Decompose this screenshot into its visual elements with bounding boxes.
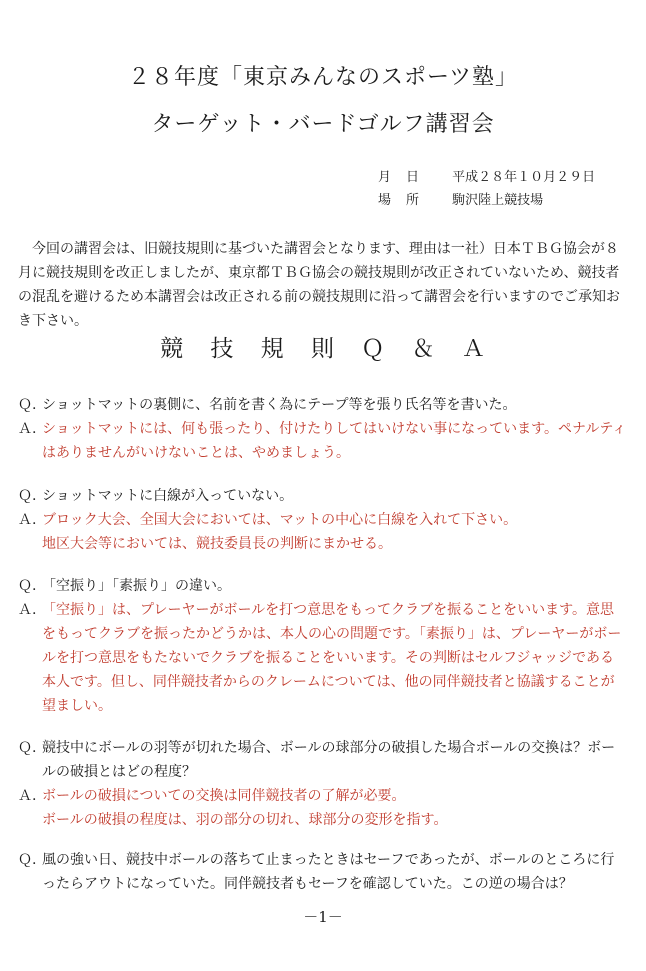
place-label: 場 所	[378, 193, 421, 208]
question-row	[18, 848, 628, 896]
question-row	[18, 736, 628, 784]
qa-item-2	[18, 484, 628, 556]
a-marker: Ａ.	[18, 602, 37, 618]
answer-row	[18, 784, 628, 808]
question-text: 風の強い日、競技中ボールの落ちて止まったときはセーフであったが、ボールのところに行ったらアウトになっていた。同伴競技者もセーフを確認していた。この逆の場合は？	[42, 852, 615, 892]
a-marker: Ａ.	[18, 421, 37, 437]
question-row	[18, 574, 628, 598]
date-label: 月 日	[378, 170, 421, 185]
a-marker: Ａ.	[18, 512, 37, 528]
place-row	[378, 191, 543, 211]
qa-item-5	[18, 848, 628, 896]
answer-text-2: 地区大会等においては、競技委員長の判断にまかせる。	[42, 536, 392, 552]
q-marker: Ｑ.	[18, 852, 37, 868]
answer-row	[18, 508, 628, 532]
question-text: ショットマットの裏側に、名前を書く為にテープ等を張り氏名等を書いた。	[42, 397, 517, 413]
question-row	[18, 484, 628, 508]
page-number: －1－	[303, 908, 343, 926]
date-value: 平成２８年１０月２９日	[452, 170, 596, 185]
q-marker: Ｑ.	[18, 397, 37, 413]
place-value: 駒沢陸上競技場	[452, 193, 544, 208]
question-text: 競技中にボールの羽等が切れた場合、ボールの球部分の破損した場合ボールの交換は？ボールの破損とはどの程度？	[42, 740, 616, 780]
answer-text-2: ボールの破損の程度は、羽の部分の切れ、球部分の変形を指す。	[42, 812, 448, 828]
q-marker: Ｑ.	[18, 740, 37, 756]
answer-row	[18, 598, 628, 718]
question-row	[18, 393, 628, 417]
answer-text: ショットマットには、何も張ったり、付けたりしてはいけない事になっています。ペナルティはありませんがいけないことは、やめましょう。	[42, 421, 627, 461]
intro-paragraph	[18, 237, 628, 333]
q-marker: Ｑ.	[18, 488, 37, 504]
q-marker: Ｑ.	[18, 578, 37, 594]
answer-text: ボールの破損についての交換は同伴競技者の了解が必要。	[42, 788, 406, 804]
answer-row	[18, 417, 628, 465]
date-row	[378, 168, 595, 188]
answer-text: ブロック大会、全国大会においては、マットの中心に白線を入れて下さい。	[42, 512, 518, 528]
qa-heading: 競 技 規 則 Ｑ ＆ Ａ	[160, 336, 486, 362]
qa-item-3	[18, 574, 628, 718]
qa-item-1	[18, 393, 628, 465]
answer-text: 「空振り」は、プレーヤーがボールを打つ意思をもってクラブを振ることをいいます。意思をもってクラブを振ったかどうかは、本人の心の問題です。「素振り」は、プレーヤーがボールを打つ意思をもたないでクラブを振ることをいいます。その判断はセルフジャッジである本人です。但し、同伴競技者からのクレームについては、他の同伴競技者と協議することが望ましい。	[42, 602, 622, 714]
title-line-1: ２８年度「東京みんなのスポーツ塾」	[127, 65, 519, 90]
question-text: 「空振り」「素振り」の違い。	[42, 578, 231, 594]
a-marker: Ａ.	[18, 788, 37, 804]
title-line-2: ターゲット・バードゴルフ講習会	[151, 112, 495, 137]
intro-text: 今回の講習会は、旧競技規則に基づいた講習会となります、理由は一社）日本ＴＢＧ協会が８月に競技規則を改正しましたが、東京都ＴＢＧ協会の競技規則が改正されていないため、競技者の混乱を避けるため本講習会は改正される前の競技規則に沿って講習会を行いますのでご承知おき下さい。	[18, 241, 620, 329]
qa-item-4	[18, 736, 628, 832]
question-text: ショットマットに白線が入っていない。	[42, 488, 294, 504]
